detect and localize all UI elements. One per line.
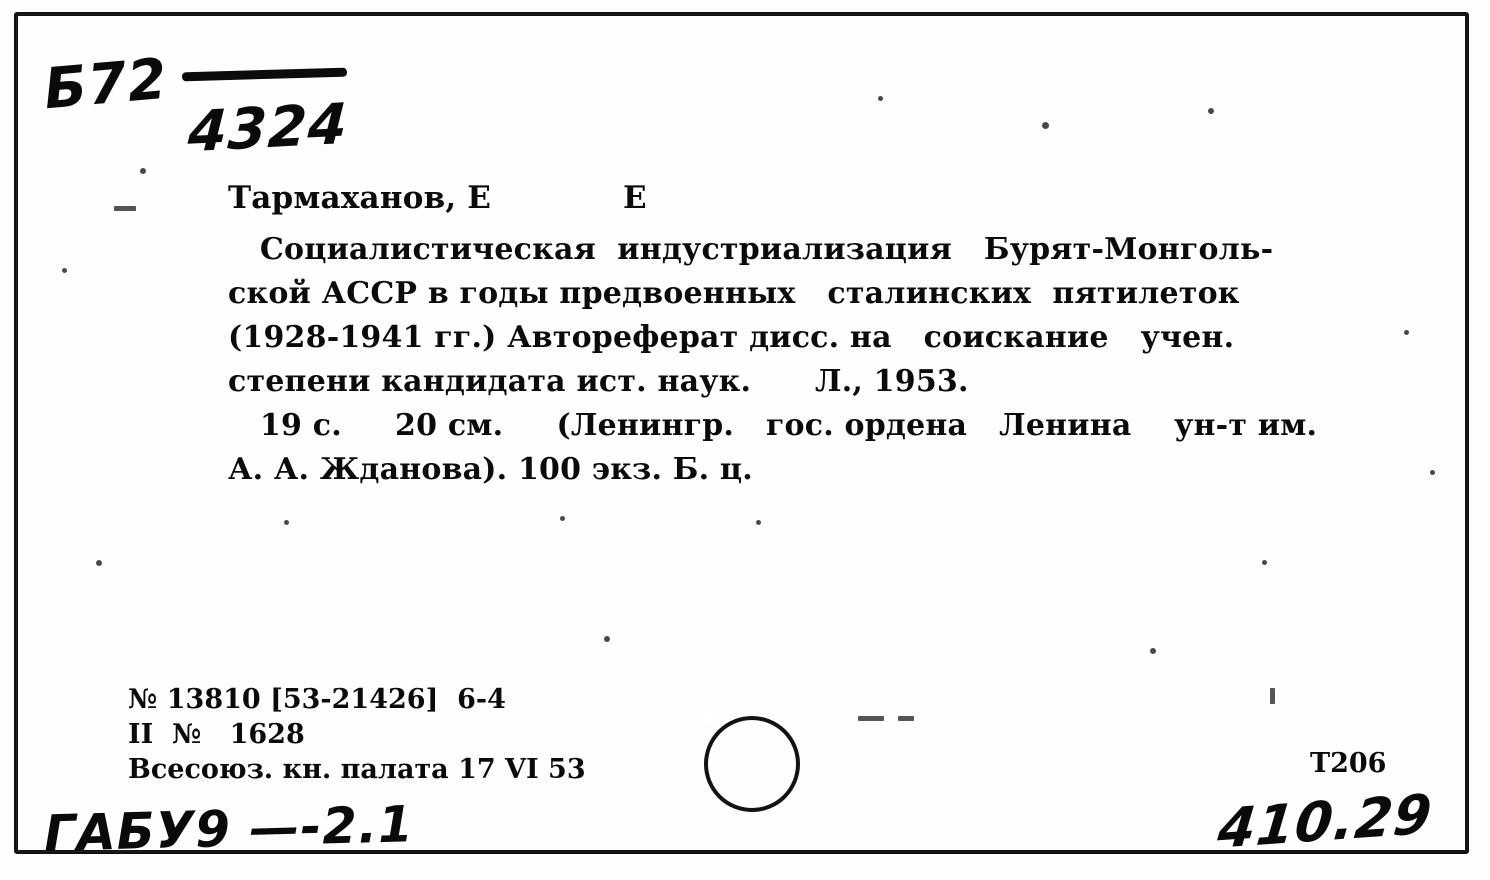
scan-speck — [560, 516, 565, 521]
scan-speck — [62, 268, 67, 273]
record-title-line-4: степени кандидата ист. наук. Л., 1953. — [228, 364, 969, 399]
scan-speck — [140, 168, 146, 174]
scan-speck — [1042, 122, 1049, 129]
registration-secondary-number: II № 1628 — [128, 719, 305, 750]
registration-block — [128, 682, 586, 787]
record-collation-line-1: 19 с. 20 см. (Ленингр. гос. ордена Ленина ун-т им. — [228, 408, 1318, 443]
scan-speck — [1430, 470, 1435, 475]
scan-speck — [1150, 648, 1156, 654]
record-author: Тармаханов, Е Е — [228, 180, 647, 216]
scan-speck — [1404, 330, 1409, 335]
printer-code: Т206 — [1310, 748, 1387, 779]
scan-dash — [114, 206, 136, 211]
registration-number: № 13810 [53-21426] 6-4 — [128, 684, 506, 715]
scan-speck — [878, 96, 883, 101]
handwritten-shelf-mark-bottom: 4324 — [186, 91, 350, 166]
scan-speck — [1262, 560, 1267, 565]
handwritten-note-bottom-left: ГАБУ9 —-2.1 — [43, 795, 415, 863]
stamp-gap — [698, 712, 712, 722]
bibliographic-record — [228, 176, 1408, 492]
record-title-line-2: ской АССР в годы предвоенных сталинских пятилеток — [228, 276, 1240, 311]
scan-dash — [1270, 688, 1275, 704]
scan-dash — [898, 716, 914, 721]
scan-dash — [858, 716, 884, 721]
issuing-body-line: Всесоюз. кн. палата 17 VI 53 — [128, 754, 586, 785]
scan-speck — [284, 520, 289, 525]
circular-stamp-mark — [704, 716, 800, 812]
scan-speck — [1208, 108, 1214, 114]
record-collation-line-2: А. А. Жданова). 100 экз. Б. ц. — [228, 452, 753, 487]
record-title-line-3: (1928-1941 гг.) Автореферат дисс. на соискание учен. — [228, 320, 1235, 355]
scan-speck — [96, 560, 102, 566]
scan-speck — [756, 520, 761, 525]
scan-speck — [604, 636, 610, 642]
record-title-line-1: Социалистическая индустриализация Бурят-Монголь- — [228, 232, 1274, 267]
handwritten-note-bottom-right: 410.29 — [1214, 782, 1436, 861]
handwritten-shelf-mark-top: Б72 — [41, 46, 171, 123]
